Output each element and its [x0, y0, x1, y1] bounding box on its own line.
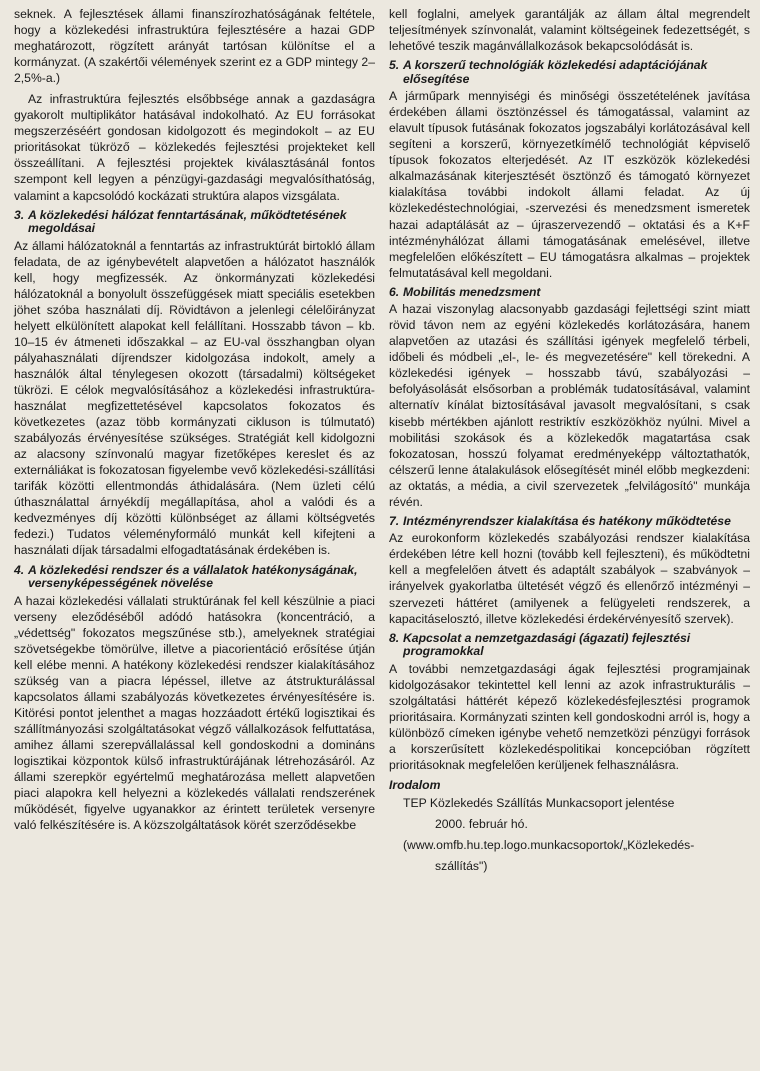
paragraph: Az állami hálózatoknál a fenntartás az infrastruktúrát birtokló állam feladata, de az igénybevételt alapvetően a hálózatot használók kell, hogy megfizessék. Az önkormányzati közlekedési hálózatoknál a bonyolult összefüggések miatt speciális esetekben jöhet szóba használati díj. Rövidtávon a jelenlegi célelőirányzat helyett elkülönített alapokat kell felállítani. Hosszabb távon – kb. 10–15 év átmeneti időszakkal – az EU-val összhangban olyan pályahasználati díjrendszer kidolgozása indokolt, amely a használók által ténylegesen okozott (társadalmi) költségeket tükrözi. E célok megvalósításához a közlekedési infrastruktúra-használat megfizettetésével kapcsolatos fokozatos és következetes (azaz több kormányzati cikluson is túlmutató) szabályozás érvényesítése szükséges. Stratégiát kell kidolgozni az alacsony színvonalú magyar fizetőképes kereslet és az externáliákat is fokozatosan figyelembe vevő közlekedési-szállítási tarifák közötti ellentmondás áthidalására. (Nem üzleti célú úthasználattal árnyékdíj megállapítása, ahol a valódi és a kedvezményes díj közötti különbséget az állami költségvetés fedezi.) Tudatos véleményformáló munkát kell kifejteni a használati díjak társadalmi elfogadtatásának érdekében is. — [14, 238, 375, 558]
section-number: 3. — [14, 207, 25, 222]
section-heading-3 — [14, 209, 375, 236]
section-number: 6. — [389, 284, 400, 299]
paragraph: Az eurokonform közlekedés szabályozási rendszer kialakítása érdekében létre kell hozni (tovább kell fejleszteni), és működtetni kell a megfelelően átvett és adaptált szabályok – szabványok – irányelvek gyakorlatba ültetését végző és ellenőrző intézményi – szervezeti háttéret (amilyenek a felügyeleti rendszerek, a kapacitáselosztó, illetve közlekedési érdekérvényesítő szervek). — [389, 531, 750, 626]
section-number: 4. — [14, 562, 25, 577]
paragraph: A hazai közlekedési vállalati struktúrának fel kell készülnie a piaci verseny eleződéséből adódó hatásokra (koncentráció, a „védettség" fokozatos megszűnése stb.), amelyeknek stratégiai szövetségekbe tömörülve, illetve a piacorientáció erősítése útján kell elébe menni. A hatékony közlekedési rendszer kialakításához szükség van a piacra lépéssel, illetve az átstrukturálással kapcsolatos állami szabályozás következetes érvényesítésére is. Kitörési pontot jelenthet a magas hozzáadott értékű logisztikai és szállítmányozási szolgáltatásokat végző vállalkozások felfuttatása, amihez állami szerepvállalással kell gondoskodni a domináns logisztikai központok külső infrastruktúrájának létrehozásáról. Az állami szerepkör egyértelmű meghatározása mellett alapvetően piaci alapokra kell helyezni a közlekedés vállalati rendszerének működését, figyelve ugyanakkor az érintett területek versenyre való felkészítésére is. A közszolgáltatások körét szerződésekbe — [14, 593, 375, 833]
section-title: Kapcsolat a nemzetgazdasági (ágazati) fejlesztési programokkal — [403, 630, 691, 659]
reference-line: szállítás") — [435, 859, 488, 874]
paragraph: seknek. A fejlesztések állami finanszírozhatóságának feltétele, hogy a közlekedési infrastruktúra fejlesztésére a hazai GDP meghatározott, rögzített arányát tartósan különítse el a kormányzat. (A szakértői vélemények szerint ez a GDP mintegy 2–2,5%-a.) — [14, 7, 375, 86]
reference-link[interactable]: (www.omfb.hu.tep.logo.munkacsoportok/„Közlekedés- — [403, 838, 695, 853]
paragraph: A járműpark mennyiségi és minőségi összetételének javítása érdekében állami ösztönzéssel és támogatással, valamint az elavult típusok futásának fokozatos jogszabályi korlátozásával kell segíteni a korszerű, környezetkímélő technológiát képviselő típusok fokozatos elterjedését. Az IT eszközök közlekedési alkalmazásának kiterjesztését ösztönző és támogató környezet kialakítása további indokolt állami feladat. Az új közlekedéstechnológiai, -szervezési és menedzsment ismeretek hazai adaptálását az – újraszervezendő – oktatási és a K+F intézményhálózat állami támogatásának emelésével, illetve megfelelően előkészített – EU támogatásra alkalmas – projektek felmutatásával kell megoldani. — [389, 89, 750, 280]
section-title: A korszerű technológiák közlekedési adaptációjának elősegítése — [403, 58, 708, 86]
section-title: Intézményrendszer kialakítása és hatékony működtetése — [403, 513, 731, 528]
section-heading-8 — [389, 632, 750, 659]
section-title: A közlekedési rendszer és a vállalatok hatékonyságának, versenyképességének növelése — [28, 562, 358, 590]
section-heading-5 — [389, 59, 750, 86]
paragraph: A további nemzetgazdasági ágak fejlesztési programjainak kidolgozásakor tekintettel kell lenni az azok infrastrukturális – szolgáltatási háttérét képező közlekedésfejlesztési programok prioritásaira. Kormányzati szinten kell gondoskodni arról is, hogy a különböző címeken igénybe vehető nemzetközi pénzügyi források a korszerűsített közlekedéspolitikai koncepcióban rögzített prioritásoknak megfelelően kerüljenek felhasználásra. — [389, 661, 750, 772]
paragraph: A hazai viszonylag alacsonyabb gazdasági fejlettségi szint miatt rövid távon nem az egyéni közlekedés korlátozására, hanem alapvetően az utazási és szállítási igények megfelelő térbeli, időbeli és módbeli „el-, le- és megvezetésére" kell törekedni. A közlekedési igények – hosszabb távú, szabályozási – befolyásolását elsősorban a problémák tudatosításával, valamint alternatív kínálat biztosításával javasolt megvalósítani, s csak kisebb mértékben ajánlott restriktív eszközökhöz nyúlni. Mivel a mobilitási szokások és a közlekedők magatartása csak fokozatosan, hosszú folyamat eredményeképp változtathatók, célszerű lenne átalakulások elősegítését minél előbb megkezdeni: az oktatás, a média, a civil szervezetek „felvilágosító" munkája révén. — [389, 302, 750, 509]
right-column — [389, 6, 750, 1071]
references-heading: Irodalom — [389, 777, 441, 792]
reference-line: TEP Közlekedés Szállítás Munkacsoport jelentése — [403, 795, 675, 810]
section-heading-4 — [14, 564, 375, 591]
section-heading-7 — [389, 515, 750, 529]
section-number: 7. — [389, 513, 400, 528]
section-number: 8. — [389, 630, 400, 645]
reference-line: 2000. február hó. — [435, 816, 528, 831]
section-title: Mobilitás menedzsment — [403, 284, 541, 299]
section-title: A közlekedési hálózat fenntartásának, működtetésének megoldásai — [28, 207, 347, 236]
paragraph: kell foglalni, amelyek garantálják az állam által megrendelt teljesítmények színvonalát, valamint költségeinek fedezettségét, s lehetővé teszik magánvállalkozások bekapcsolódását is. — [389, 7, 750, 54]
left-column — [14, 6, 375, 1071]
paragraph: Az infrastruktúra fejlesztés elsőbbsége annak a gazdaságra gyakorolt multiplikátor hatásával indokolható. Az EU forrásokat megszerzéséért gondosan kidolgozott és megindokolt – az EU prioritásokat tükröző – közlekedés fejlesztési projekteket kell összeállítani. A fejlesztési projektek kiválasztásánál fontos szempont kell legyen a pénzügyi-gazdasági megvalósíthatóság, valamint a kapcsolódó kockázati struktúra alapos vizsgálata. — [14, 92, 375, 203]
section-heading-6 — [389, 286, 750, 300]
section-number: 5. — [389, 58, 400, 73]
